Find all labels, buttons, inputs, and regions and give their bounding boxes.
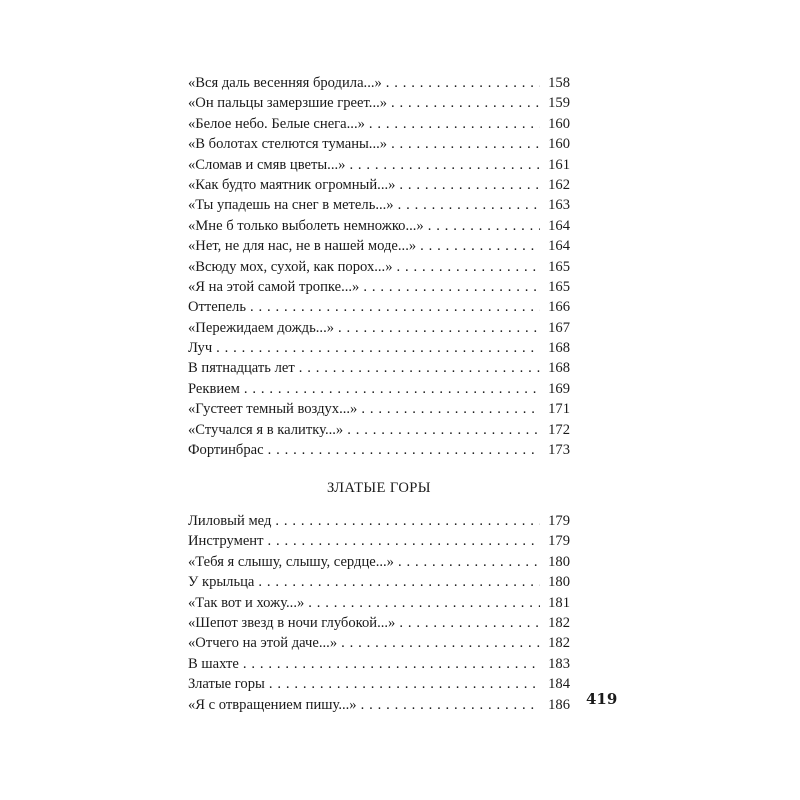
toc-entry-page: 169 [548, 380, 570, 397]
toc-entry-title: Оттепель [188, 297, 250, 317]
toc-leader-dots [275, 511, 540, 531]
toc-entry [188, 114, 570, 134]
toc-entry [188, 277, 570, 297]
toc-entry [188, 420, 570, 440]
toc-entry-page: 165 [548, 258, 570, 275]
toc-entry-title: «Всюду мох, сухой, как порох...» [188, 257, 397, 277]
toc-entry [188, 93, 570, 113]
toc-entry-page: 160 [548, 136, 570, 153]
toc-leader-dots [268, 531, 541, 551]
toc-entry [188, 358, 570, 378]
toc-entry [188, 155, 570, 175]
toc-entry-page: 162 [548, 176, 570, 193]
toc-entry-page: 168 [548, 340, 570, 357]
toc-entry-page: 171 [548, 401, 570, 418]
page-number: 419 [586, 690, 618, 708]
toc-leader-dots [347, 420, 540, 440]
toc-entry-title: «Так вот и хожу...» [188, 593, 308, 613]
toc-entry [188, 236, 570, 256]
toc-entry-title: «Мне б только выболеть немножко...» [188, 216, 428, 236]
toc-entry-page: 179 [548, 533, 570, 550]
toc-entry-page: 181 [548, 594, 570, 611]
toc-entry-title: «Он пальцы замерзшие греет...» [188, 93, 391, 113]
toc-entry-title: В пятнадцать лет [188, 358, 299, 378]
toc-entry [188, 613, 570, 633]
toc-leader-dots [299, 358, 540, 378]
toc-entry-page: 163 [548, 197, 570, 214]
toc-leader-dots [268, 440, 540, 460]
toc-leader-dots [349, 155, 540, 175]
toc-entry [188, 216, 570, 236]
toc-entry-title: «Стучался я в калитку...» [188, 420, 347, 440]
toc-entry-title: Лиловый мед [188, 511, 275, 531]
toc-entry [188, 257, 570, 277]
toc-leader-dots [269, 674, 540, 694]
toc-entry-title: «Я с отвращением пишу...» [188, 695, 361, 715]
toc-entry-title: Реквием [188, 379, 244, 399]
toc-leader-dots [397, 257, 541, 277]
toc-entry [188, 511, 570, 531]
toc-entry-page: 173 [548, 442, 570, 459]
toc-leader-dots [398, 552, 540, 572]
toc-entry-title: Луч [188, 338, 216, 358]
toc-entry-page: 182 [548, 635, 570, 652]
toc-entry [188, 674, 570, 694]
toc-leader-dots [386, 73, 540, 93]
toc-entry [188, 379, 570, 399]
toc-entry-title: «Как будто маятник огромный...» [188, 175, 399, 195]
toc-entry-title: Златые горы [188, 674, 269, 694]
toc-leader-dots [338, 318, 540, 338]
toc-entry [188, 195, 570, 215]
toc-entry-page: 158 [548, 75, 570, 91]
toc-entry-title: «Густеет темный воздух...» [188, 399, 361, 419]
toc-entry-title: В шахте [188, 654, 243, 674]
toc-entry [188, 318, 570, 338]
toc-leader-dots [399, 613, 540, 633]
toc-entry [188, 440, 570, 460]
toc-entry [188, 531, 570, 551]
toc-entry-page: 166 [548, 299, 570, 316]
toc-leader-dots [398, 195, 540, 215]
toc-leader-dots [420, 236, 540, 256]
toc-leader-dots [369, 114, 540, 134]
toc-entry-title: «Отчего на этой даче...» [188, 633, 341, 653]
toc-leader-dots [341, 633, 540, 653]
toc-entry [188, 654, 570, 674]
toc-entry [188, 175, 570, 195]
toc-entry-title: «Нет, не для нас, не в нашей моде...» [188, 236, 420, 256]
toc-entry [188, 552, 570, 572]
toc-entry-page: 164 [548, 238, 570, 255]
toc-entry-page: 168 [548, 360, 570, 377]
toc-entry-page: 184 [548, 676, 570, 693]
toc-entry-title: «Ты упадешь на снег в метель...» [188, 195, 398, 215]
toc-entry [188, 695, 570, 715]
toc-entry-title: Фортинбрас [188, 440, 268, 460]
toc-list-part2 [188, 511, 570, 715]
toc-entry-page: 179 [548, 513, 570, 529]
toc-entry-title: «Пережидаем дождь...» [188, 318, 338, 338]
toc-entry-page: 180 [548, 574, 570, 591]
toc-entry [188, 297, 570, 317]
toc-leader-dots [258, 572, 540, 592]
toc-leader-dots [250, 297, 540, 317]
toc-entry-page: 164 [548, 217, 570, 234]
toc-entry-title: Инструмент [188, 531, 268, 551]
toc-entry-title: «В болотах стелются туманы...» [188, 134, 391, 154]
toc-entry [188, 399, 570, 419]
toc-leader-dots [399, 175, 540, 195]
toc-entry [188, 593, 570, 613]
toc-entry-title: «Тебя я слышу, слышу, сердце...» [188, 552, 398, 572]
toc-entry-page: 167 [548, 319, 570, 336]
toc-leader-dots [391, 93, 540, 113]
toc-entry [188, 633, 570, 653]
toc-entry [188, 73, 570, 93]
toc-entry-title: «Белое небо. Белые снега...» [188, 114, 369, 134]
toc-leader-dots [363, 277, 540, 297]
toc-entry [188, 572, 570, 592]
toc-entry-page: 180 [548, 553, 570, 570]
toc-entry-page: 186 [548, 696, 570, 713]
toc-entry [188, 134, 570, 154]
toc-entry-page: 183 [548, 655, 570, 672]
toc-entry-page: 160 [548, 115, 570, 132]
toc-entry-page: 165 [548, 278, 570, 295]
toc-entry-page: 159 [548, 95, 570, 112]
toc-leader-dots [428, 216, 540, 236]
toc-entry-page: 161 [548, 156, 570, 173]
toc-list-part1 [188, 73, 570, 460]
toc-leader-dots [243, 654, 540, 674]
toc-entry-title: «Шепот звезд в ночи глубокой...» [188, 613, 399, 633]
section-heading: ЗЛАТЫЕ ГОРЫ [327, 480, 431, 496]
toc-leader-dots [361, 399, 540, 419]
toc-leader-dots [391, 134, 540, 154]
toc-leader-dots [361, 695, 540, 715]
toc-entry-page: 182 [548, 614, 570, 631]
toc-entry-title: «Вся даль весенняя бродила...» [188, 73, 386, 93]
toc-entry-title: У крыльца [188, 572, 258, 592]
toc-entry-title: «Я на этой самой тропке...» [188, 277, 363, 297]
toc-leader-dots [308, 593, 540, 613]
toc-entry-title: «Сломав и смяв цветы...» [188, 155, 349, 175]
toc-entry-page: 172 [548, 421, 570, 438]
toc-leader-dots [216, 338, 540, 358]
toc-entry [188, 338, 570, 358]
toc-leader-dots [244, 379, 540, 399]
